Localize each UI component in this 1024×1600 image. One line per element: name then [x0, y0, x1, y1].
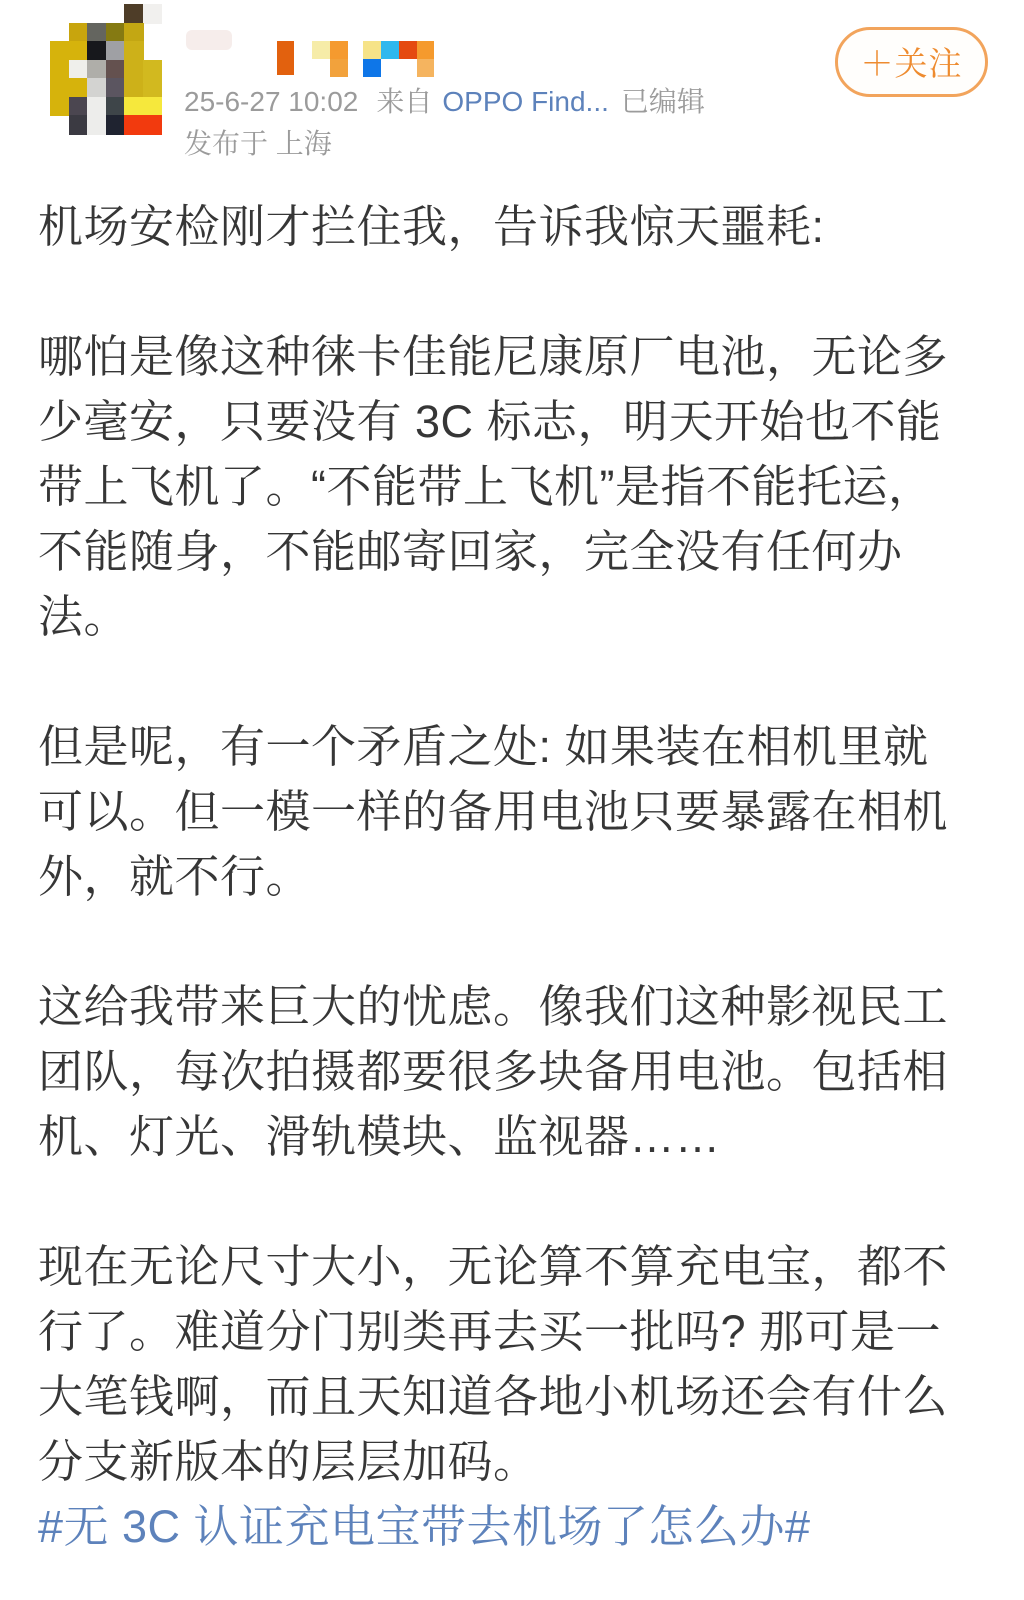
- post-text-line: 但是呢，有一个矛盾之处: 如果装在相机里就: [38, 721, 929, 772]
- avatar-pixel: [69, 115, 89, 135]
- avatar-pixel: [124, 41, 144, 61]
- name-mosaic-block: [330, 59, 348, 77]
- name-mosaic-block: [363, 59, 381, 77]
- avatar-pixel: [50, 60, 70, 80]
- post-text-line: 现在无论尺寸大小，无论算不算充电宝，都不: [38, 1241, 949, 1292]
- avatar-pixel: [87, 60, 107, 80]
- avatar-pixel: [124, 97, 144, 117]
- post-text-line: 带上飞机了。“不能带上飞机”是指不能托运，: [38, 461, 934, 512]
- post-text: [38, 194, 998, 1559]
- post-text-line: 法。: [38, 591, 130, 642]
- post-text-line: 行了。难道分门别类再去买一批吗? 那可是一: [38, 1306, 942, 1357]
- avatar-pixel: [106, 41, 126, 61]
- post-paragraph: [38, 714, 998, 909]
- avatar-pixel: [106, 78, 126, 98]
- avatar[interactable]: [50, 4, 161, 134]
- avatar-pixel: [50, 41, 70, 61]
- post-text-line: 机、灯光、滑轨模块、监视器……: [38, 1111, 721, 1162]
- post-text-line: 外，就不行。: [38, 851, 312, 902]
- name-mosaic-block: [277, 41, 294, 75]
- follow-button[interactable]: ＋关注: [835, 27, 988, 97]
- avatar-pixel: [87, 115, 107, 135]
- name-mosaic-block: [381, 41, 399, 59]
- post-paragraph: [38, 1234, 998, 1559]
- avatar-pixel: [50, 97, 70, 117]
- post-text-line: 大笔钱啊，而且天知道各地小机场还会有什么: [38, 1371, 949, 1422]
- hashtag-link[interactable]: #无 3C 认证充电宝带去机场了怎么办#: [38, 1501, 811, 1552]
- avatar-pixel: [69, 97, 89, 117]
- name-mosaic-block: [312, 41, 330, 59]
- avatar-pixel: [143, 97, 163, 117]
- post-text-line: 可以。但一模一样的备用电池只要暴露在相机: [38, 786, 949, 837]
- post-text-line: 哪怕是像这种徕卡佳能尼康原厂电池，无论多: [38, 331, 949, 382]
- timestamp: 25-6-27 10:02: [184, 86, 359, 117]
- avatar-pixel: [124, 115, 144, 135]
- name-mosaic-block: [417, 41, 434, 59]
- source-prefix: 来自: [376, 86, 433, 117]
- avatar-pixel: [106, 23, 126, 43]
- location-label: 发布于 上海: [184, 128, 332, 159]
- avatar-pixel: [143, 78, 163, 98]
- avatar-pixel: [124, 4, 144, 24]
- avatar-pixel: [69, 41, 89, 61]
- avatar-pixel: [69, 60, 89, 80]
- hashtag-line: [38, 1494, 998, 1559]
- avatar-pixel: [87, 78, 107, 98]
- edited-badge: 已编辑: [620, 86, 705, 117]
- name-mosaic-block: [417, 59, 434, 77]
- avatar-pixel: [106, 60, 126, 80]
- post-meta: [184, 84, 705, 120]
- avatar-pixel: [143, 60, 163, 80]
- avatar-pixel: [69, 23, 89, 43]
- post-paragraph: [38, 974, 998, 1169]
- post-text-line: 这给我带来巨大的忧虑。像我们这种影视民工: [38, 981, 949, 1032]
- avatar-pixel: [124, 60, 144, 80]
- post-text-line: 分支新版本的层层加码。: [38, 1436, 539, 1487]
- post-paragraph: [38, 194, 998, 259]
- post-header: [0, 0, 1024, 175]
- avatar-pixel: [87, 97, 107, 117]
- post-text-line: 团队，每次拍摄都要很多块备用电池。包括相: [38, 1046, 949, 1097]
- avatar-pixel: [124, 78, 144, 98]
- avatar-pixel: [124, 23, 144, 43]
- post-paragraph: [38, 324, 998, 649]
- post-text-line: 不能随身，不能邮寄回家，完全没有任何办: [38, 526, 903, 577]
- avatar-pixel: [106, 97, 126, 117]
- name-mosaic-block: [330, 41, 348, 59]
- redacted-name-smudge: [186, 30, 232, 50]
- avatar-pixel: [50, 78, 70, 98]
- post-text-line: 机场安检刚才拦住我，告诉我惊天噩耗:: [38, 201, 825, 252]
- source-link[interactable]: OPPO Find...: [442, 86, 609, 117]
- name-mosaic-block: [363, 41, 381, 59]
- avatar-pixel: [106, 115, 126, 135]
- avatar-pixel: [69, 78, 89, 98]
- post-text-line: 少毫安，只要没有 3C 标志，明天开始也不能: [38, 396, 942, 447]
- name-mosaic-block: [399, 41, 417, 59]
- avatar-pixel: [87, 41, 107, 61]
- avatar-pixel: [143, 4, 163, 24]
- avatar-pixel: [143, 115, 163, 135]
- avatar-pixel: [87, 23, 107, 43]
